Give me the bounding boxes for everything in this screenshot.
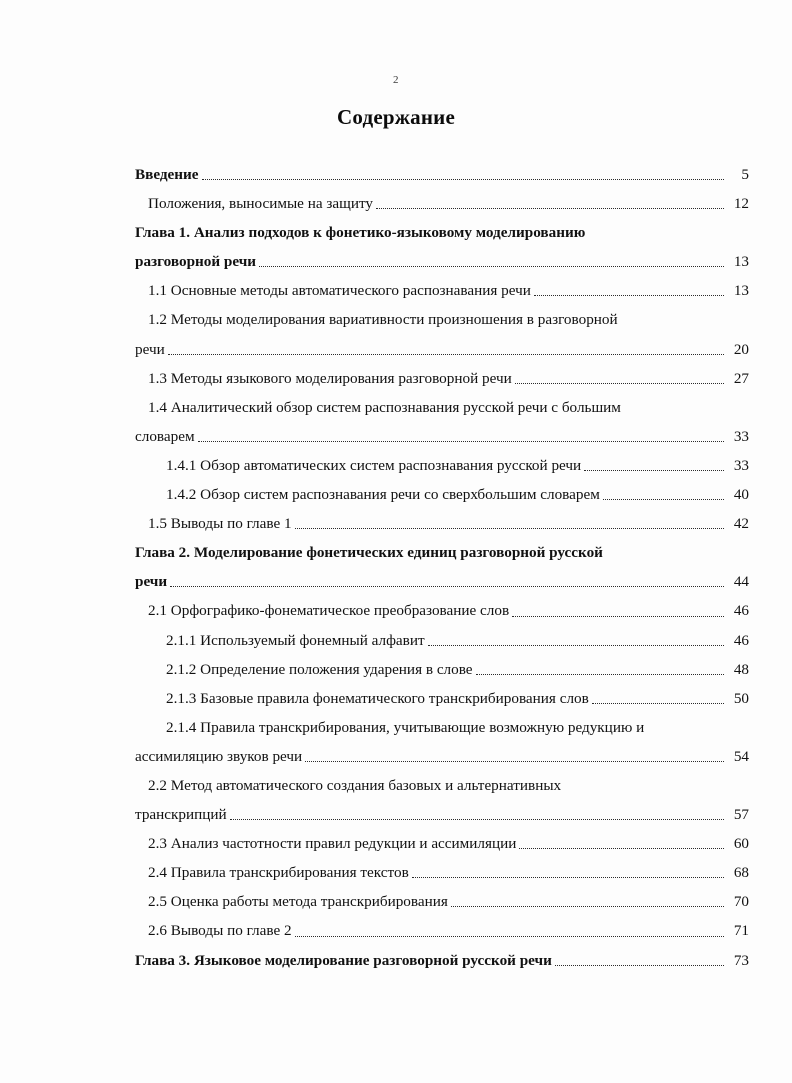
toc-entry-line-final [135,655,749,684]
toc-entry[interactable] [135,684,749,713]
dot-leader [476,655,724,684]
toc-entry[interactable] [135,364,749,393]
toc-entry-label: Положения, выносимые на защиту [148,195,373,213]
toc-entry-line-final [135,946,749,975]
toc-entry[interactable] [135,596,749,625]
toc-entry-label: 1.4.1 Обзор автоматических систем распознавания русской речи [166,456,582,474]
toc-entry[interactable] [135,829,749,858]
toc-entry[interactable] [135,160,749,189]
toc-entry-page-number: 33 [733,427,749,445]
toc-entry-page-number: 68 [733,864,749,882]
toc-entry-line-final [135,858,749,887]
toc-entry-label: Глава 2. Моделирование фонетических единиц разговорной русской [135,544,603,562]
dot-leader [512,596,724,625]
dot-leader [451,887,724,916]
toc-entry[interactable] [135,509,749,538]
toc-entry-page-number: 73 [733,951,749,969]
toc-entry-label: 2.1.4 Правила транскрибирования, учитывающие возможную редукцию и [166,718,645,736]
toc-entry-line-final [135,451,749,480]
toc-entry-label: 2.1.2 Определение положения ударения в слове [166,660,473,678]
dot-leader [515,364,724,393]
toc-entry-page-number: 70 [733,893,749,911]
toc-entry-page-number: 54 [733,747,749,765]
dot-leader [202,160,724,189]
toc-entry[interactable] [135,451,749,480]
page-title: Содержание [337,105,455,129]
toc-entry-line-final [135,276,749,305]
toc-entry[interactable] [135,305,749,363]
toc-entry-line-final [135,189,749,218]
toc-entry-line-final [135,742,749,771]
toc-entry[interactable] [135,713,749,771]
toc-entry-label: ассимиляцию звуков речи [135,747,303,765]
toc-entry-label: 2.6 Выводы по главе 2 [148,922,292,940]
toc-entry-line-final [135,422,749,451]
toc-entry[interactable] [135,655,749,684]
toc-entry[interactable] [135,858,749,887]
toc-entry-label: 1.3 Методы языкового моделирования разговорной речи [148,369,512,387]
toc-entry-line-wrapped [135,713,749,742]
toc-entry-label: 2.5 Оценка работы метода транскрибирования [148,893,448,911]
toc-entry-page-number: 5 [741,166,749,183]
dot-leader [168,335,724,364]
dot-leader [555,946,724,975]
toc-entry-label: 1.2 Методы моделирования вариативности произношения в разговорной [148,311,618,329]
toc-entry-label: Глава 3. Языковое моделирование разговорной русской речи [135,951,552,969]
toc-entry[interactable] [135,946,749,975]
dot-leader [519,829,724,858]
toc-entry-line-final [135,916,749,945]
toc-entry-line-final [135,596,749,625]
toc-entry-label: 1.5 Выводы по главе 1 [148,515,292,533]
toc-entry[interactable] [135,887,749,916]
toc-entry-page-number: 48 [733,660,749,678]
dot-leader [592,684,724,713]
toc-entry-page-number: 13 [733,282,749,300]
toc-entry-page-number: 57 [733,806,749,824]
toc-entry-line-final [135,364,749,393]
toc-entry-line-wrapped [135,305,749,334]
dot-leader [428,626,724,655]
dot-leader [198,422,724,451]
toc-entry-label: разговорной речи [135,253,257,271]
toc-entry-page-number: 12 [733,195,749,213]
toc-entry-line-final [135,247,749,276]
dot-leader [534,276,724,305]
toc-entry-page-number: 33 [733,456,749,474]
toc-entry-page-number: 60 [733,835,749,853]
dot-leader [584,451,724,480]
toc-entry-line-final [135,626,749,655]
toc-entry[interactable] [135,916,749,945]
toc-entry-label: словарем [135,427,195,445]
toc-entry-line-wrapped [135,393,749,422]
toc-entry-line-final [135,160,749,189]
dot-leader [259,247,724,276]
toc-entry[interactable] [135,538,749,596]
toc-entry-label: 2.2 Метод автоматического создания базовых и альтернативных [148,776,562,794]
toc-entry-label: 2.3 Анализ частотности правил редукции и ассимиляции [148,835,517,853]
toc-entry-label: 2.1.3 Базовые правила фонематического транскрибирования слов [166,689,589,707]
toc-entry-page-number: 13 [733,253,749,271]
toc-entry-page-number: 44 [733,573,749,591]
toc-entry-line-wrapped [135,218,749,247]
toc-entry-page-number: 46 [733,631,749,649]
dot-leader [295,916,724,945]
table-of-contents [135,160,749,975]
toc-entry[interactable] [135,218,749,276]
toc-entry-label: 1.4.2 Обзор систем распознавания речи со сверхбольшим словарем [166,486,600,504]
toc-entry-label: 2.1 Орфографико-фонематическое преобразование слов [148,602,510,620]
toc-entry-line-final [135,887,749,916]
toc-entry-page-number: 20 [733,340,749,358]
toc-entry[interactable] [135,189,749,218]
toc-entry[interactable] [135,393,749,451]
toc-entry[interactable] [135,480,749,509]
toc-entry-label: Введение [135,166,199,183]
toc-entry-label: 2.4 Правила транскрибирования текстов [148,864,409,882]
toc-entry-label: 2.1.1 Используемый фонемный алфавит [166,631,425,649]
dot-leader [376,189,724,218]
toc-entry-line-final [135,684,749,713]
toc-entry-page-number: 40 [733,486,749,504]
toc-entry-page-number: 46 [733,602,749,620]
toc-entry[interactable] [135,626,749,655]
toc-entry-label: Глава 1. Анализ подходов к фонетико-языковому моделированию [135,224,586,242]
dot-leader [295,509,724,538]
toc-entry-line-final [135,480,749,509]
toc-entry[interactable] [135,276,749,305]
toc-entry-line-final [135,829,749,858]
page-number-folio: 2 [393,74,399,86]
toc-entry[interactable] [135,771,749,829]
toc-entry-label: речи [135,340,165,358]
dot-leader [305,742,724,771]
toc-entry-line-final [135,800,749,829]
toc-entry-label: 1.4 Аналитический обзор систем распознавания русской речи с большим [148,398,621,416]
toc-entry-label: 1.1 Основные методы автоматического распознавания речи [148,282,531,300]
toc-entry-line-wrapped [135,538,749,567]
dot-leader [230,800,724,829]
toc-entry-line-final [135,509,749,538]
toc-entry-page-number: 27 [733,369,749,387]
toc-entry-label: речи [135,573,168,591]
dot-leader [412,858,724,887]
toc-entry-line-wrapped [135,771,749,800]
toc-entry-page-number: 50 [733,689,749,707]
toc-entry-label: транскрипций [135,806,227,824]
toc-entry-line-final [135,335,749,364]
toc-entry-page-number: 42 [733,515,749,533]
dot-leader [170,567,724,596]
toc-entry-page-number: 71 [733,922,749,940]
toc-entry-line-final [135,567,749,596]
dot-leader [603,480,724,509]
